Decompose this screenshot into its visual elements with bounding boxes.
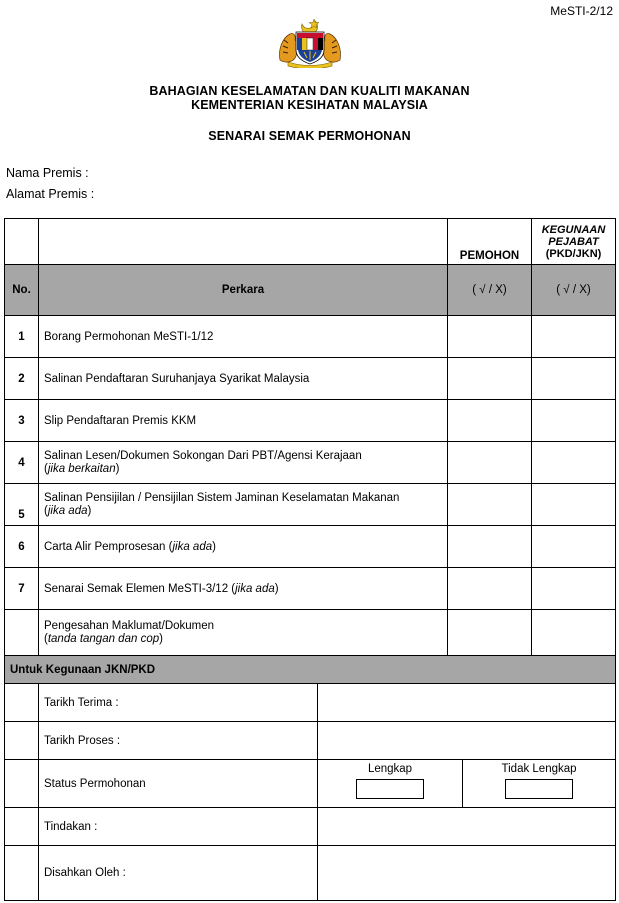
row-item [39, 610, 448, 657]
row-item: Borang Permohonan MeSTI-1/12 [39, 316, 448, 358]
row-number: 4 [5, 442, 39, 484]
lengkap-checkbox[interactable] [356, 779, 424, 799]
row-item-text: Pengesahan Maklumat/Dokumen [44, 620, 215, 632]
office-row-tindakan [5, 808, 616, 846]
office-row-blank [5, 760, 39, 808]
col-kegunaan-line2: PEJABAT [548, 235, 599, 248]
tick-pemohon: ( √ / X) [448, 265, 532, 316]
office-use-table [4, 655, 616, 901]
pemohon-check-cell[interactable] [448, 568, 532, 610]
disahkan-field[interactable] [318, 846, 616, 901]
office-section-row [5, 656, 616, 684]
row-item-note-text: jika berkaitan [47, 462, 116, 475]
row-number: 7 [5, 568, 39, 610]
row-number: 1 [5, 316, 39, 358]
tindakan-label: Tindakan : [39, 808, 318, 846]
col-perkara: Perkara [39, 265, 448, 316]
row-item-text: Carta Alir Pemprosesan ( [44, 540, 173, 553]
row-item [39, 484, 448, 526]
table-row [5, 400, 616, 442]
col-kegunaan-pejabat [532, 219, 616, 265]
header-blank-perkara [39, 219, 448, 265]
table-row [5, 526, 616, 568]
pejabat-check-cell[interactable] [532, 484, 616, 526]
header-blank-no [5, 219, 39, 265]
pejabat-check-cell[interactable] [532, 316, 616, 358]
pemohon-check-cell[interactable] [448, 316, 532, 358]
tidak-lengkap-cell [463, 760, 616, 808]
tarikh-terima-field[interactable] [318, 684, 616, 722]
malaysia-coat-of-arms-icon [276, 16, 344, 68]
office-row-disahkan [5, 846, 616, 901]
table-row [5, 442, 616, 484]
pejabat-check-cell[interactable] [532, 610, 616, 657]
pemohon-check-cell[interactable] [448, 358, 532, 400]
row-item-text: Salinan Lesen/Dokumen Sokongan Dari PBT/Agensi Kerajaan [44, 449, 362, 462]
office-row-blank [5, 684, 39, 722]
row-item-note-text: tanda tangan dan cop [47, 633, 160, 645]
disahkan-label: Disahkan Oleh : [39, 846, 318, 901]
row-number: 5 [5, 484, 39, 526]
tick-pejabat: ( √ / X) [532, 265, 616, 316]
ministry-name: KEMENTERIAN KESIHATAN MALAYSIA [191, 98, 428, 112]
tidak-lengkap-label: Tidak Lengkap [501, 763, 577, 775]
office-row-tarikh-proses [5, 722, 616, 760]
row-item-text: Salinan Pensijilan / Pensijilan Sistem Jaminan Keselamatan Makanan [44, 491, 400, 504]
pemohon-check-cell[interactable] [448, 400, 532, 442]
alamat-premis-label: Alamat Premis : [6, 187, 95, 201]
tarikh-proses-label: Tarikh Proses : [39, 722, 318, 760]
row-item: Senarai Semak Elemen MeSTI-3/12 (jika ada) [39, 568, 448, 610]
pejabat-check-cell[interactable] [532, 400, 616, 442]
pejabat-check-cell[interactable] [532, 442, 616, 484]
pemohon-check-cell[interactable] [448, 484, 532, 526]
office-row-blank [5, 846, 39, 901]
row-item: Salinan Pendaftaran Suruhanjaya Syarikat Malaysia [39, 358, 448, 400]
row-number [5, 610, 39, 657]
pemohon-check-cell[interactable] [448, 442, 532, 484]
table-row [5, 358, 616, 400]
row-item [39, 442, 448, 484]
row-number: 6 [5, 526, 39, 568]
header-row-top [5, 219, 616, 265]
table-row [5, 568, 616, 610]
lengkap-cell [318, 760, 463, 808]
pejabat-check-cell[interactable] [532, 568, 616, 610]
row-item: Carta Alir Pemprosesan (jika ada) [39, 526, 448, 568]
document-code: MeSTI-2/12 [550, 4, 613, 18]
col-pemohon: PEMOHON [448, 219, 532, 265]
office-section-title: Untuk Kegunaan JKN/PKD [5, 656, 616, 684]
lengkap-label: Lengkap [367, 763, 413, 775]
row-item-note: (jika berkaitan) [44, 462, 120, 475]
office-row-blank [5, 808, 39, 846]
tindakan-field[interactable] [318, 808, 616, 846]
pejabat-check-cell[interactable] [532, 358, 616, 400]
col-kegunaan-line3: (PKD/JKN) [545, 247, 602, 260]
nama-premis-label: Nama Premis : [6, 166, 89, 180]
row-item-note: (tanda tangan dan cop) [44, 633, 163, 645]
row-item: Slip Pendaftaran Premis KKM [39, 400, 448, 442]
col-no: No. [5, 265, 39, 316]
office-row-status [5, 760, 616, 808]
pemohon-check-cell[interactable] [448, 610, 532, 657]
row-item-note: (jika ada) [44, 504, 92, 517]
checklist-table [4, 218, 616, 657]
row-number: 2 [5, 358, 39, 400]
row-item-note-text: jika ada [47, 504, 88, 517]
office-row-blank [5, 722, 39, 760]
office-row-tarikh-terima [5, 684, 616, 722]
table-row [5, 610, 616, 657]
department-name: BAHAGIAN KESELAMATAN DAN KUALITI MAKANAN [149, 84, 470, 98]
tarikh-proses-field[interactable] [318, 722, 616, 760]
header-row-grey [5, 265, 616, 316]
status-label: Status Permohonan [39, 760, 318, 808]
pejabat-check-cell[interactable] [532, 526, 616, 568]
pemohon-check-cell[interactable] [448, 526, 532, 568]
page-title: SENARAI SEMAK PERMOHONAN [208, 129, 411, 143]
row-item-text: Senarai Semak Elemen MeSTI-3/12 ( [44, 582, 236, 595]
row-item-note-text: jika ada [235, 582, 275, 595]
col-kegunaan-line1: KEGUNAAN [541, 223, 606, 236]
row-number: 3 [5, 400, 39, 442]
tarikh-terima-label: Tarikh Terima : [39, 684, 318, 722]
row-item-note-text: jika ada [172, 540, 213, 553]
tidak-lengkap-checkbox[interactable] [505, 779, 573, 799]
table-row [5, 316, 616, 358]
table-row [5, 484, 616, 526]
